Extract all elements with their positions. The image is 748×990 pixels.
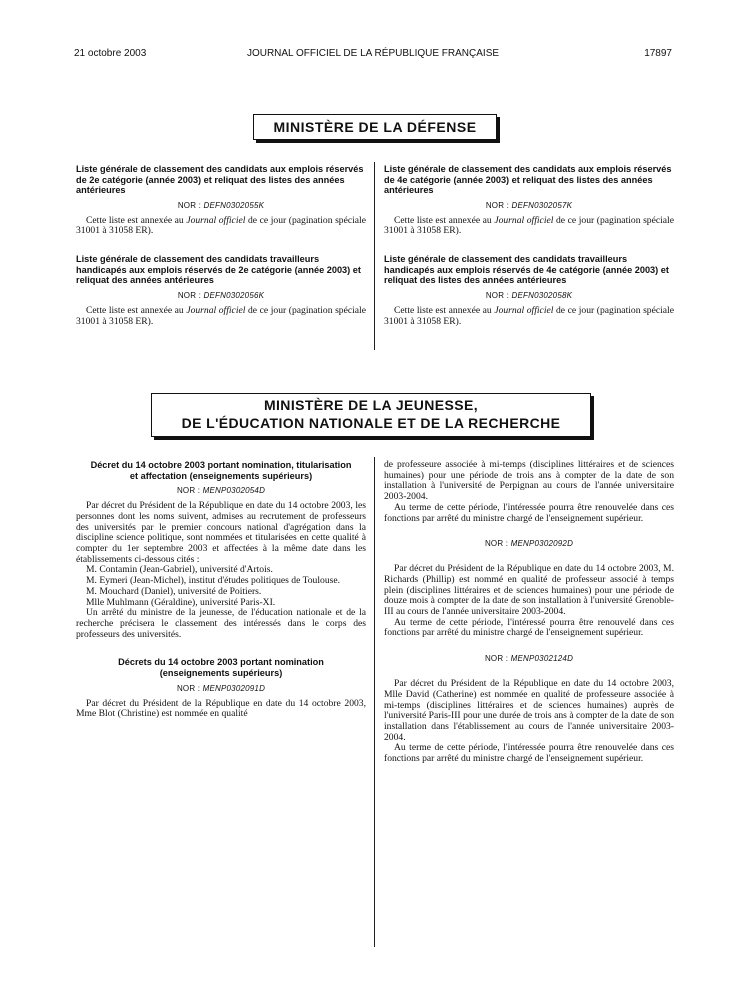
appointee: M. Eymeri (Jean-Michel), institut d'études politiques de Toulouse. <box>86 575 341 587</box>
nor-reference: NOR : MENP0302091D <box>176 683 266 693</box>
ministry-education-title-line2: DE L'ÉDUCATION NATIONALE ET DE LA RECHERCHE <box>181 415 561 431</box>
ministry-defense-title: MINISTÈRE DE LA DÉFENSE <box>273 119 477 135</box>
decree-title: Décret du 14 octobre 2003 portant nomination, titularisation et affectation (enseignements supérieurs) <box>90 460 352 481</box>
nor-reference: NOR : DEFN0302058K <box>485 290 573 300</box>
appointee: M. Contamin (Jean-Gabriel), université d'Artois. <box>86 564 273 576</box>
issue-date: 21 octobre 2003 <box>74 48 147 59</box>
appointee: M. Mouchard (Daniel), université de Poitiers. <box>86 585 262 597</box>
item-title: Liste générale de classement des candidats travailleurs handicapés aux emplois réservés de 4e catégorie (année 2003) et reliquat des listes des années antérieures <box>384 254 669 286</box>
annex-notice: Cette liste est annexée au Journal officiel de ce jour (pagination spéciale 31001 à 31058 ER). <box>76 214 366 237</box>
decree-term: Au terme de cette période, l'intéressée pourra être renouvelée dans ces fonctions par arrêté du ministre chargé de l'enseignement supérieur. <box>384 742 674 765</box>
nor-reference: NOR : MENP0302054D <box>176 486 266 496</box>
defense-item <box>384 164 674 237</box>
defense-item <box>384 254 674 327</box>
running-head <box>74 48 672 64</box>
nor-reference: NOR : DEFN0302057K <box>485 200 573 210</box>
education-right-column <box>384 460 674 765</box>
column-divider-bottom <box>374 457 375 947</box>
annex-notice: Cette liste est annexée au Journal officiel de ce jour (pagination spéciale 31001 à 31058 ER). <box>384 304 674 327</box>
ministry-defense-heading <box>253 114 497 140</box>
decree-body: Par décret du Président de la République en date du 14 octobre 2003, Mlle David (Catherine) est nommée en qualité de professeure associée à mi-temps (disciplines littéraires et de sciences humaines) auprès de l'université Paris-III pour une durée de trois ans à compter de la date de son installation dans l'établissement au cours de l'année universitaire 2003-2004. <box>384 678 674 743</box>
nor-reference: NOR : MENP0302124D <box>484 654 574 664</box>
nor-reference: NOR : DEFN0302056K <box>177 290 265 300</box>
decree-body-continued: de professeure associée à mi-temps (disciplines littéraires et de sciences humaines) pour une période de trois ans à compter de la date de son installation à l'université de Perpignan au cours de l'année universitaire 2003-2004. <box>384 459 674 503</box>
defense-left-column <box>76 164 366 327</box>
nor-reference: NOR : MENP0302092D <box>484 539 574 549</box>
page-number: 17897 <box>644 48 672 59</box>
appointee: Mlle Muhlmann (Géraldine), université Paris-XI. <box>86 596 276 608</box>
ministry-education-heading <box>151 393 591 437</box>
column-divider-top <box>374 162 375 350</box>
decree-body: Par décret du Président de la République en date du 14 octobre 2003, M. Richards (Phillip) est nommé en qualité de professeur associé à temps plein (disciplines littéraires et de sciences humaines) pour une période de douze mois à compter de la date de son installation à l'université Grenoble-III au cours de l'année universitaire 2003-2004. <box>384 563 674 618</box>
ministry-education-title-line1: MINISTÈRE DE LA JEUNESSE, <box>263 397 479 413</box>
decree-term: Au terme de cette période, l'intéressée pourra être renouvelée dans ces fonctions par arrêté du ministre chargé de l'enseignement supérieur. <box>384 501 674 524</box>
defense-item <box>76 254 366 327</box>
annex-notice: Cette liste est annexée au Journal officiel de ce jour (pagination spéciale 31001 à 31058 ER). <box>384 214 674 237</box>
decree-body: Par décret du Président de la République en date du 14 octobre 2003, Mme Blot (Christine) est nommée en qualité <box>76 697 366 720</box>
decree-body: Par décret du Président de la République en date du 14 octobre 2003, les personnes dont les noms suivent, admises au recrutement de professeurs des universités par le premier concours national d'agrégation dans la discipline science politique, sont nommées et titularisées en cette qualité à compter du 1er septembre 2003 et affectées à la même date dans les établissements ci-dessous cités : <box>76 500 366 565</box>
defense-item <box>76 164 366 237</box>
journal-title: JOURNAL OFFICIEL DE LA RÉPUBLIQUE FRANÇAISE <box>246 48 500 59</box>
defense-right-column <box>384 164 674 327</box>
decree-title: Décrets du 14 octobre 2003 portant nomination (enseignements supérieurs) <box>118 657 324 678</box>
nor-reference: NOR : DEFN0302055K <box>177 200 265 210</box>
item-title: Liste générale de classement des candidats aux emplois réservés de 4e catégorie (année 2003) et reliquat des listes des années antérieures <box>384 164 672 196</box>
education-left-column <box>76 460 366 720</box>
decree-term: Au terme de cette période, l'intéressé pourra être renouvelé dans ces fonctions par arrêté du ministre chargé de l'enseignement supérieur. <box>384 616 674 639</box>
item-title: Liste générale de classement des candidats travailleurs handicapés aux emplois réservés de 2e catégorie (année 2003) et reliquat des années antérieures <box>76 254 361 286</box>
annex-notice: Cette liste est annexée au Journal officiel de ce jour (pagination spéciale 31001 à 31058 ER). <box>76 304 366 327</box>
item-title: Liste générale de classement des candidats aux emplois réservés de 2e catégorie (année 2003) et reliquat des listes des années antérieures <box>76 164 364 196</box>
decree-closing: Un arrêté du ministre de la jeunesse, de l'éducation nationale et de la recherche précisera le classement des intéressés dans le corps des professeurs des universités. <box>76 607 366 640</box>
